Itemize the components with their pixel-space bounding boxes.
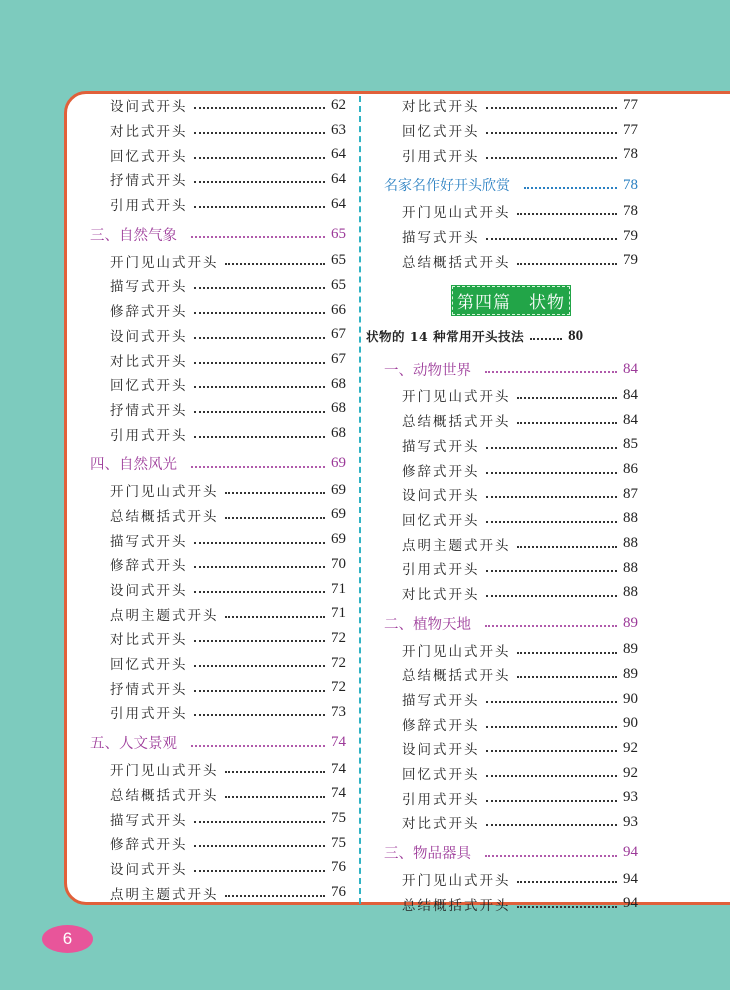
toc-entry-label: 总结概括式开头	[402, 668, 511, 685]
toc-entry-label: 描写式开头	[402, 230, 480, 247]
dot-leader	[225, 517, 326, 519]
dot-leader	[194, 411, 326, 413]
toc-entry-page: 64	[331, 146, 346, 163]
toc-entry-page: 76	[331, 884, 346, 901]
toc-entry-page: 77	[623, 96, 638, 113]
dot-leader	[194, 436, 326, 438]
toc-entry[interactable]	[384, 785, 638, 810]
toc-entry-label: 引用式开头	[402, 148, 480, 165]
toc-entry[interactable]	[90, 273, 346, 298]
toc-entry-page: 63	[331, 121, 346, 138]
toc-section-heading[interactable]	[90, 450, 346, 478]
toc-entry-page: 68	[331, 425, 346, 442]
dot-leader	[194, 206, 326, 208]
toc-entry-page: 94	[623, 895, 638, 912]
toc-entry-label: 总结概括式开头	[402, 897, 511, 914]
toc-entry-label: 抒情式开头	[110, 173, 188, 190]
toc-entry[interactable]	[384, 892, 638, 917]
toc-entry-label: 设问式开头	[402, 742, 480, 759]
toc-entry[interactable]	[90, 782, 346, 807]
toc-entry[interactable]	[90, 831, 346, 856]
dot-leader	[194, 337, 326, 339]
toc-entry-label: 二、植物天地	[384, 616, 471, 633]
dot-leader	[225, 796, 326, 798]
dot-leader	[486, 496, 618, 498]
toc-entry-label: 对比式开头	[110, 632, 188, 649]
toc-entry[interactable]	[90, 142, 346, 167]
dot-leader	[194, 542, 326, 544]
dot-leader	[517, 213, 618, 215]
toc-entry-page: 78	[623, 176, 638, 193]
dot-leader	[486, 800, 618, 802]
toc-entry-label: 状物的 14 种常用开头技法	[366, 329, 525, 345]
toc-entry[interactable]	[384, 662, 638, 687]
toc-chapter-entry[interactable]	[366, 321, 638, 351]
dot-leader	[486, 107, 618, 109]
toc-entry-label: 对比式开头	[402, 99, 480, 116]
toc-entry[interactable]	[384, 408, 638, 433]
toc-entry-page: 78	[623, 146, 638, 163]
toc-entry[interactable]	[90, 192, 346, 217]
toc-section-heading[interactable]	[384, 609, 638, 637]
toc-entry-label: 抒情式开头	[110, 681, 188, 698]
dot-leader	[486, 521, 618, 523]
toc-entry-label: 描写式开头	[110, 812, 188, 829]
toc-entry-page: 88	[623, 559, 638, 576]
toc-entry-page: 80	[568, 327, 584, 344]
dot-leader	[194, 287, 326, 289]
toc-entry-label: 对比式开头	[110, 124, 188, 141]
toc-entry[interactable]	[90, 372, 346, 397]
toc-entry[interactable]	[90, 397, 346, 422]
toc-entry-label: 名家名作好开头欣赏	[384, 178, 510, 195]
toc-entry-label: 引用式开头	[402, 562, 480, 579]
toc-entry-label: 引用式开头	[110, 427, 188, 444]
dot-leader	[225, 771, 326, 773]
dot-leader	[194, 845, 326, 847]
toc-entry[interactable]	[384, 531, 638, 556]
toc-entry-label: 设问式开头	[110, 861, 188, 878]
dot-leader	[486, 472, 618, 474]
toc-entry-label: 回忆式开头	[110, 657, 188, 674]
toc-entry[interactable]	[90, 118, 346, 143]
toc-entry-page: 72	[331, 629, 346, 646]
toc-entry-page: 68	[331, 400, 346, 417]
dot-leader	[194, 312, 326, 314]
toc-entry[interactable]	[90, 651, 346, 676]
toc-section-heading[interactable]	[90, 220, 346, 248]
toc-entry[interactable]	[90, 248, 346, 273]
toc-entry[interactable]	[384, 248, 638, 273]
toc-entry[interactable]	[90, 323, 346, 348]
toc-entry[interactable]	[90, 503, 346, 528]
toc-entry-page: 92	[623, 739, 638, 756]
toc-entry-page: 84	[623, 411, 638, 428]
toc-entry-label: 三、物品器具	[384, 846, 471, 863]
toc-entry[interactable]	[384, 507, 638, 532]
toc-entry-page: 90	[623, 690, 638, 707]
toc-entry-page: 69	[331, 506, 346, 523]
toc-entry-page: 94	[623, 870, 638, 887]
toc-entry-label: 四、自然风光	[90, 457, 177, 474]
dot-leader	[225, 263, 326, 265]
dot-leader	[485, 625, 617, 627]
dot-leader	[194, 107, 326, 109]
toc-entry[interactable]	[90, 527, 346, 552]
toc-entry-page: 69	[331, 455, 346, 472]
toc-entry-label: 描写式开头	[110, 279, 188, 296]
dot-leader	[486, 726, 618, 728]
toc-entry-page: 72	[331, 654, 346, 671]
dot-leader	[194, 157, 326, 159]
toc-entry[interactable]	[90, 675, 346, 700]
toc-entry-page: 88	[623, 510, 638, 527]
dot-leader	[524, 187, 617, 189]
dot-leader	[517, 546, 618, 548]
toc-entry[interactable]	[90, 478, 346, 503]
toc-entry-label: 对比式开头	[402, 816, 480, 833]
toc-entry-page: 93	[623, 789, 638, 806]
toc-entry-label: 开门见山式开头	[110, 763, 219, 780]
dot-leader	[194, 640, 326, 642]
toc-entry-page: 87	[623, 485, 638, 502]
toc-entry-page: 84	[623, 386, 638, 403]
dot-leader	[194, 690, 326, 692]
toc-entry[interactable]	[384, 142, 638, 167]
toc-entry-label: 修辞式开头	[110, 304, 188, 321]
toc-entry-label: 开门见山式开头	[110, 484, 219, 501]
toc-right-column	[366, 93, 638, 916]
toc-entry-page: 84	[623, 360, 638, 377]
toc-entry[interactable]	[384, 433, 638, 458]
toc-entry-label: 五、人文景观	[90, 736, 177, 753]
dot-leader	[485, 371, 617, 373]
toc-entry-label: 修辞式开头	[402, 463, 480, 480]
toc-entry[interactable]	[384, 457, 638, 482]
dot-leader	[486, 132, 618, 134]
toc-entry-label: 描写式开头	[110, 533, 188, 550]
dot-leader	[517, 676, 618, 678]
dot-leader	[191, 236, 325, 238]
column-divider	[359, 96, 361, 904]
toc-entry-page: 71	[331, 605, 346, 622]
dot-leader	[194, 566, 326, 568]
toc-entry-label: 修辞式开头	[402, 717, 480, 734]
dot-leader	[225, 616, 326, 618]
toc-entry-label: 点明主题式开头	[110, 607, 219, 624]
toc-entry[interactable]	[90, 93, 346, 118]
dot-leader	[486, 238, 618, 240]
dot-leader	[194, 591, 326, 593]
toc-entry-page: 74	[331, 760, 346, 777]
part-banner-wrap	[384, 279, 638, 321]
dot-leader	[486, 750, 618, 752]
dot-leader	[194, 181, 326, 183]
toc-entry-page: 64	[331, 170, 346, 187]
toc-entry-page: 75	[331, 834, 346, 851]
dot-leader	[194, 821, 326, 823]
toc-entry[interactable]	[384, 556, 638, 581]
dot-leader	[486, 570, 618, 572]
toc-entry-label: 设问式开头	[110, 583, 188, 600]
toc-entry-page: 72	[331, 679, 346, 696]
toc-section-heading[interactable]	[384, 355, 638, 383]
toc-entry-page: 79	[623, 227, 638, 244]
dot-leader	[486, 157, 618, 159]
toc-entry-label: 回忆式开头	[402, 124, 480, 141]
toc-entry-label: 点明主题式开头	[110, 886, 219, 903]
toc-entry-label: 开门见山式开头	[402, 643, 511, 660]
toc-entry-page: 90	[623, 715, 638, 732]
dot-leader	[485, 855, 617, 857]
part-banner: 第四篇 状物	[452, 286, 570, 315]
toc-entry[interactable]	[384, 118, 638, 143]
toc-entry-page: 69	[331, 531, 346, 548]
toc-entry-page: 94	[623, 844, 638, 861]
toc-entry[interactable]	[384, 581, 638, 606]
toc-entry-label: 引用式开头	[110, 198, 188, 215]
toc-entry[interactable]	[90, 601, 346, 626]
toc-entry-label: 引用式开头	[402, 791, 480, 808]
toc-entry[interactable]	[90, 806, 346, 831]
toc-entry[interactable]	[90, 757, 346, 782]
toc-entry[interactable]	[90, 167, 346, 192]
toc-entry[interactable]	[90, 880, 346, 905]
dot-leader	[517, 652, 618, 654]
toc-entry-page: 65	[331, 225, 346, 242]
toc-entry-page: 79	[623, 252, 638, 269]
dot-leader	[194, 714, 326, 716]
toc-entry-page: 67	[331, 351, 346, 368]
toc-entry[interactable]	[90, 347, 346, 372]
toc-entry[interactable]	[384, 383, 638, 408]
toc-entry-page: 71	[331, 580, 346, 597]
toc-entry-page: 93	[623, 813, 638, 830]
dot-leader	[517, 397, 618, 399]
toc-entry-page: 65	[331, 276, 346, 293]
toc-entry-page: 85	[623, 436, 638, 453]
toc-section-heading[interactable]	[90, 729, 346, 757]
dot-leader	[194, 870, 326, 872]
toc-entry[interactable]	[384, 736, 638, 761]
toc-entry[interactable]	[90, 421, 346, 446]
toc-entry[interactable]	[384, 637, 638, 662]
dot-leader	[486, 775, 618, 777]
toc-entry-page: 89	[623, 665, 638, 682]
toc-entry[interactable]	[90, 856, 346, 881]
dot-leader	[486, 701, 618, 703]
toc-entry[interactable]	[384, 93, 638, 118]
toc-entry-page: 74	[331, 785, 346, 802]
toc-entry[interactable]	[90, 577, 346, 602]
dot-leader	[194, 386, 326, 388]
dot-leader	[191, 466, 325, 468]
toc-entry-page: 62	[331, 96, 346, 113]
dot-leader	[486, 447, 618, 449]
toc-entry-page: 92	[623, 764, 638, 781]
toc-entry-label: 点明主题式开头	[402, 537, 511, 554]
toc-entry[interactable]	[90, 700, 346, 725]
toc-entry-label: 抒情式开头	[110, 402, 188, 419]
toc-entry-label: 开门见山式开头	[402, 389, 511, 406]
toc-entry-page: 70	[331, 555, 346, 572]
toc-entry-label: 总结概括式开头	[110, 787, 219, 804]
toc-entry-page: 86	[623, 461, 638, 478]
toc-entry-label: 总结概括式开头	[402, 414, 511, 431]
toc-entry-page: 76	[331, 859, 346, 876]
toc-entry-label: 三、自然气象	[90, 227, 177, 244]
toc-entry-page: 75	[331, 810, 346, 827]
toc-entry-label: 设问式开头	[110, 328, 188, 345]
toc-entry[interactable]	[384, 711, 638, 736]
toc-entry-page: 64	[331, 195, 346, 212]
toc-entry-page: 66	[331, 301, 346, 318]
toc-entry-page: 74	[331, 734, 346, 751]
dot-leader	[517, 881, 618, 883]
dot-leader	[194, 362, 326, 364]
toc-entry-page: 67	[331, 326, 346, 343]
toc-entry-page: 73	[331, 703, 346, 720]
dot-leader	[517, 422, 618, 424]
toc-entry[interactable]	[90, 552, 346, 577]
toc-entry[interactable]	[90, 626, 346, 651]
toc-entry-page: 88	[623, 535, 638, 552]
toc-entry[interactable]	[384, 687, 638, 712]
toc-entry-page: 89	[623, 641, 638, 658]
toc-entry[interactable]	[384, 482, 638, 507]
toc-entry-label: 开门见山式开头	[110, 254, 219, 271]
toc-entry-label: 引用式开头	[110, 706, 188, 723]
toc-entry[interactable]	[90, 298, 346, 323]
toc-entry-page: 88	[623, 584, 638, 601]
toc-entry[interactable]	[384, 810, 638, 835]
toc-entry-label: 描写式开头	[402, 438, 480, 455]
dot-leader	[517, 906, 618, 908]
toc-entry-label: 对比式开头	[402, 586, 480, 603]
page-number-badge: 6	[42, 925, 93, 953]
toc-entry-page: 69	[331, 481, 346, 498]
toc-entry[interactable]	[384, 224, 638, 249]
toc-entry-page: 65	[331, 252, 346, 269]
toc-section-heading[interactable]	[384, 171, 638, 199]
dot-leader	[517, 263, 618, 265]
toc-entry-label: 回忆式开头	[402, 512, 480, 529]
toc-entry[interactable]	[384, 199, 638, 224]
toc-entry-label: 修辞式开头	[110, 837, 188, 854]
toc-entry-label: 回忆式开头	[110, 378, 188, 395]
toc-entry-label: 设问式开头	[402, 488, 480, 505]
toc-entry-label: 设问式开头	[110, 99, 188, 116]
dot-leader	[486, 824, 618, 826]
dot-leader	[194, 665, 326, 667]
toc-entry[interactable]	[384, 761, 638, 786]
toc-section-heading[interactable]	[384, 839, 638, 867]
toc-entry-label: 总结概括式开头	[110, 508, 219, 525]
toc-entry-label: 对比式开头	[110, 353, 188, 370]
toc-left-column	[90, 93, 346, 905]
dot-leader	[530, 338, 562, 340]
toc-entry-page: 68	[331, 375, 346, 392]
toc-entry-label: 开门见山式开头	[402, 873, 511, 890]
toc-entry-label: 回忆式开头	[110, 148, 188, 165]
toc-entry-page: 89	[623, 614, 638, 631]
dot-leader	[486, 595, 618, 597]
dot-leader	[225, 895, 326, 897]
toc-entry-page: 78	[623, 202, 638, 219]
toc-entry-label: 总结概括式开头	[402, 254, 511, 271]
toc-entry-label: 修辞式开头	[110, 558, 188, 575]
dot-leader	[194, 132, 326, 134]
toc-entry[interactable]	[384, 867, 638, 892]
toc-entry-label: 描写式开头	[402, 693, 480, 710]
toc-entry-label: 回忆式开头	[402, 767, 480, 784]
toc-entry-page: 77	[623, 121, 638, 138]
toc-entry-label: 开门见山式开头	[402, 205, 511, 222]
toc-entry-label: 一、动物世界	[384, 362, 471, 379]
dot-leader	[191, 745, 325, 747]
dot-leader	[225, 492, 326, 494]
